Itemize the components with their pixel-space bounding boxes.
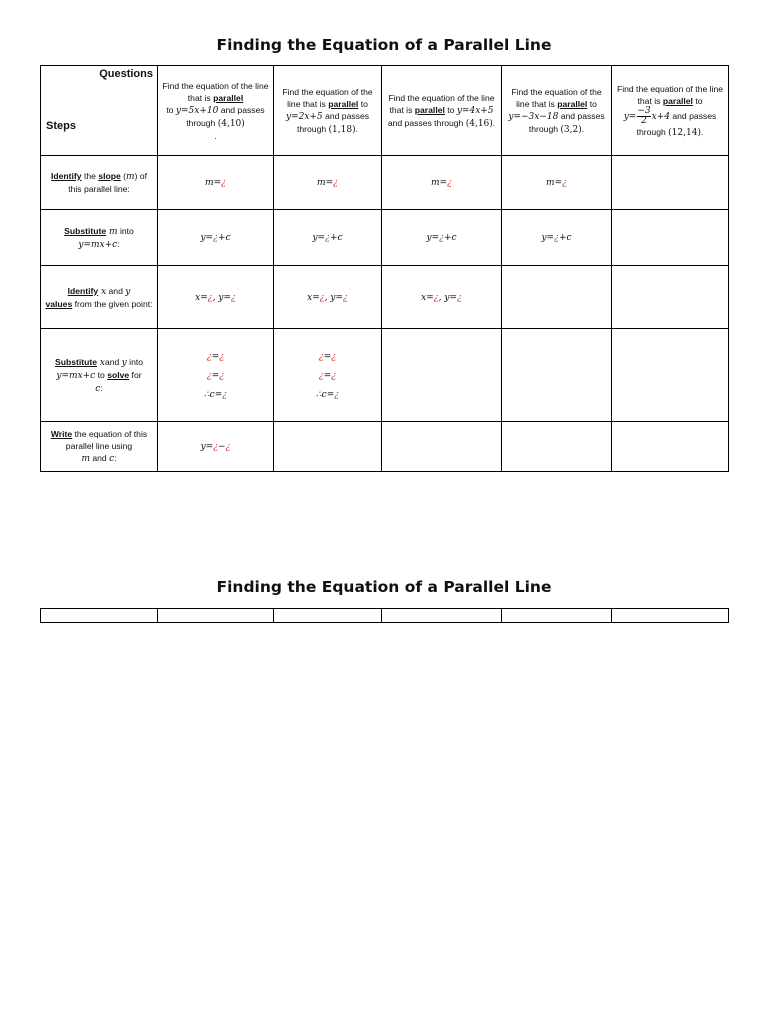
answer-cell[interactable]: y=¿+c: [274, 210, 382, 266]
step-row: [41, 329, 729, 422]
empty-cell[interactable]: [382, 609, 502, 623]
step-label: Substitute xand y into y=mx+c to solve for c:: [41, 329, 158, 422]
answer-cell[interactable]: m=¿: [382, 156, 502, 210]
page-title: Finding the Equation of a Parallel Line: [216, 36, 552, 54]
answer-cell[interactable]: [612, 266, 729, 329]
answer-cell[interactable]: y=¿+c: [382, 210, 502, 266]
answer-cell[interactable]: y=¿−¿: [158, 422, 274, 472]
fraction: $\frac{-3}{2}$: [637, 105, 651, 126]
empty-cell[interactable]: [41, 609, 158, 623]
answer-cell[interactable]: x=¿, y=¿: [274, 266, 382, 329]
second-page-title: Finding the Equation of a Parallel Line: [216, 578, 552, 596]
step-label: Identify the slope (m) of this parallel line:: [41, 156, 158, 210]
answer-cell[interactable]: ¿=¿ ¿=¿ ∴c=¿: [274, 329, 382, 422]
second-worksheet-table: [40, 608, 729, 623]
step-row: [41, 156, 729, 210]
answer-cell[interactable]: x=¿, y=¿: [158, 266, 274, 329]
answer-cell[interactable]: [274, 422, 382, 472]
empty-cell[interactable]: [274, 609, 382, 623]
empty-cell[interactable]: [612, 609, 729, 623]
answer-cell[interactable]: [502, 266, 612, 329]
step-label: Substitute m into y=mx+c:: [41, 210, 158, 266]
answer-cell[interactable]: [502, 422, 612, 472]
question-cell: Find the equation of the line that is parallel to y=4x+5 and passes through (4,16).: [382, 66, 502, 156]
answer-cell[interactable]: m=¿: [274, 156, 382, 210]
answer-cell[interactable]: ¿=¿ ¿=¿ ∴c=¿: [158, 329, 274, 422]
steps-header: Steps: [46, 120, 76, 132]
header-row: [41, 66, 729, 156]
answer-cell[interactable]: y=¿+c: [502, 210, 612, 266]
question-cell: Find the equation of the line that is parallel to y=−3x−18 and passes through (3,2).: [502, 66, 612, 156]
empty-cell[interactable]: [158, 609, 274, 623]
step-label: Write the equation of this parallel line using m and c:: [41, 422, 158, 472]
step-row: [41, 266, 729, 329]
answer-cell[interactable]: [382, 422, 502, 472]
answer-cell[interactable]: [502, 329, 612, 422]
answer-cell[interactable]: [382, 329, 502, 422]
empty-cell[interactable]: [502, 609, 612, 623]
answer-cell[interactable]: m=¿: [158, 156, 274, 210]
answer-cell[interactable]: [612, 422, 729, 472]
empty-row: [41, 609, 729, 623]
answer-cell[interactable]: y=¿+c: [158, 210, 274, 266]
step-row: [41, 210, 729, 266]
answer-cell[interactable]: m=¿: [502, 156, 612, 210]
answer-cell[interactable]: x=¿, y=¿: [382, 266, 502, 329]
question-cell: Find the equation of the line that is parallel to y=5x+10 and passes through (4,10) .: [158, 66, 274, 156]
question-cell: Find the equation of the line that is parallel to y= $\frac{-3}{2}$ x+4 and passes through (12,14).: [612, 66, 729, 156]
questions-header: Questions: [99, 68, 153, 80]
corner-cell: [41, 66, 158, 156]
step-row: [41, 422, 729, 472]
question-cell: Find the equation of the line that is parallel to y=2x+5 and passes through (1,18).: [274, 66, 382, 156]
answer-cell[interactable]: [612, 156, 729, 210]
step-label: Identify x and y values from the given point:: [41, 266, 158, 329]
answer-cell[interactable]: [612, 210, 729, 266]
answer-cell[interactable]: [612, 329, 729, 422]
parallel-line-worksheet-table: [40, 65, 729, 472]
